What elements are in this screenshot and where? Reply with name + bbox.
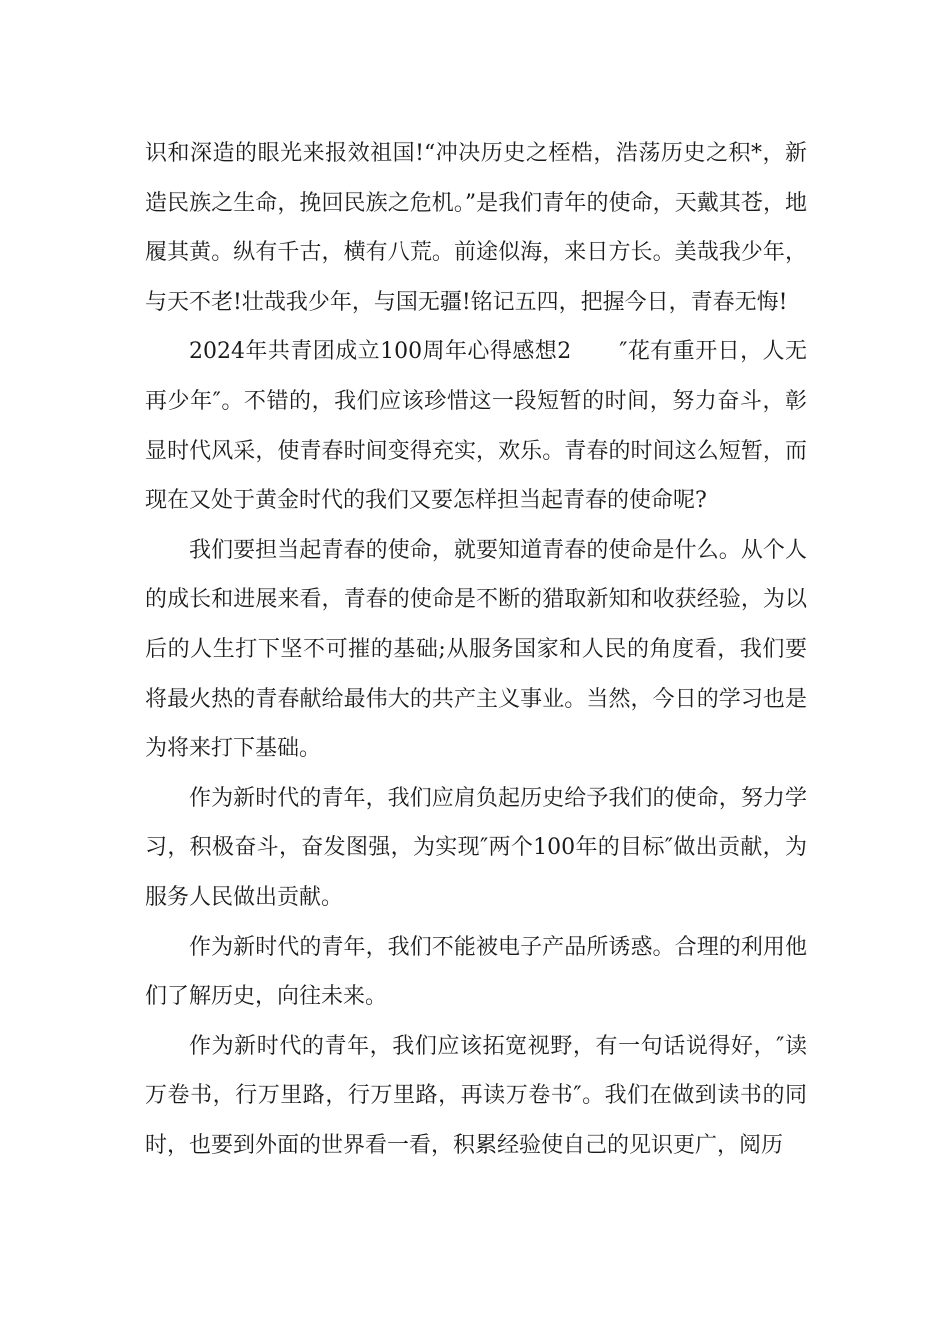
- section-heading: 2024年共青团成立100周年心得感想2: [189, 339, 572, 365]
- paragraph-1: 识和深造的眼光来报效祖国!“冲决历史之桎梏，浩荡历史之积*，新造民族之生命，挽回民族之危机。”是我们青年的使命，天戴其苍，地履其黄。纵有千古，横有八荒。前途似海，来日方长。美哉我少年，与天不老!壮哉我少年，与国无疆!铭记五四，把握今日，青春无悔!: [145, 141, 807, 315]
- paragraph-2-body: ″花有重开日，人无再少年″。不错的，我们应该珍惜这一段短暂的时间，努力奋斗，彰显时代风采，使青春时间变得充实，欢乐。青春的时间这么短暂，而现在又处于黄金时代的我们又要怎样担当起青春的使命呢?: [145, 339, 807, 514]
- document-page: [145, 129, 807, 1170]
- paragraph-4: 作为新时代的青年，我们应肩负起历史给予我们的使命，努力学习，积极奋斗，奋发图强，为实现″两个100年的目标″做出贡献，为服务人民做出贡献。: [145, 785, 807, 910]
- paragraph-3: 我们要担当起青春的使命，就要知道青春的使命是什么。从个人的成长和进展来看，青春的使命是不断的猎取新知和收获经验，为以后的人生打下坚不可摧的基础;从服务国家和人民的角度看，我们要将最火热的青春献给最伟大的共产主义事业。当然，今日的学习也是为将来打下基础。: [145, 537, 807, 762]
- paragraph-2: [145, 327, 807, 525]
- paragraph-5: 作为新时代的青年，我们不能被电子产品所诱惑。合理的利用他们了解历史，向往未来。: [145, 934, 807, 1010]
- paragraph-6: 作为新时代的青年，我们应该拓宽视野，有一句话说得好，″读万卷书，行万里路，行万里路，再读万卷书″。我们在做到读书的同时，也要到外面的世界看一看，积累经验使自己的见识更广，阅历: [145, 1033, 807, 1158]
